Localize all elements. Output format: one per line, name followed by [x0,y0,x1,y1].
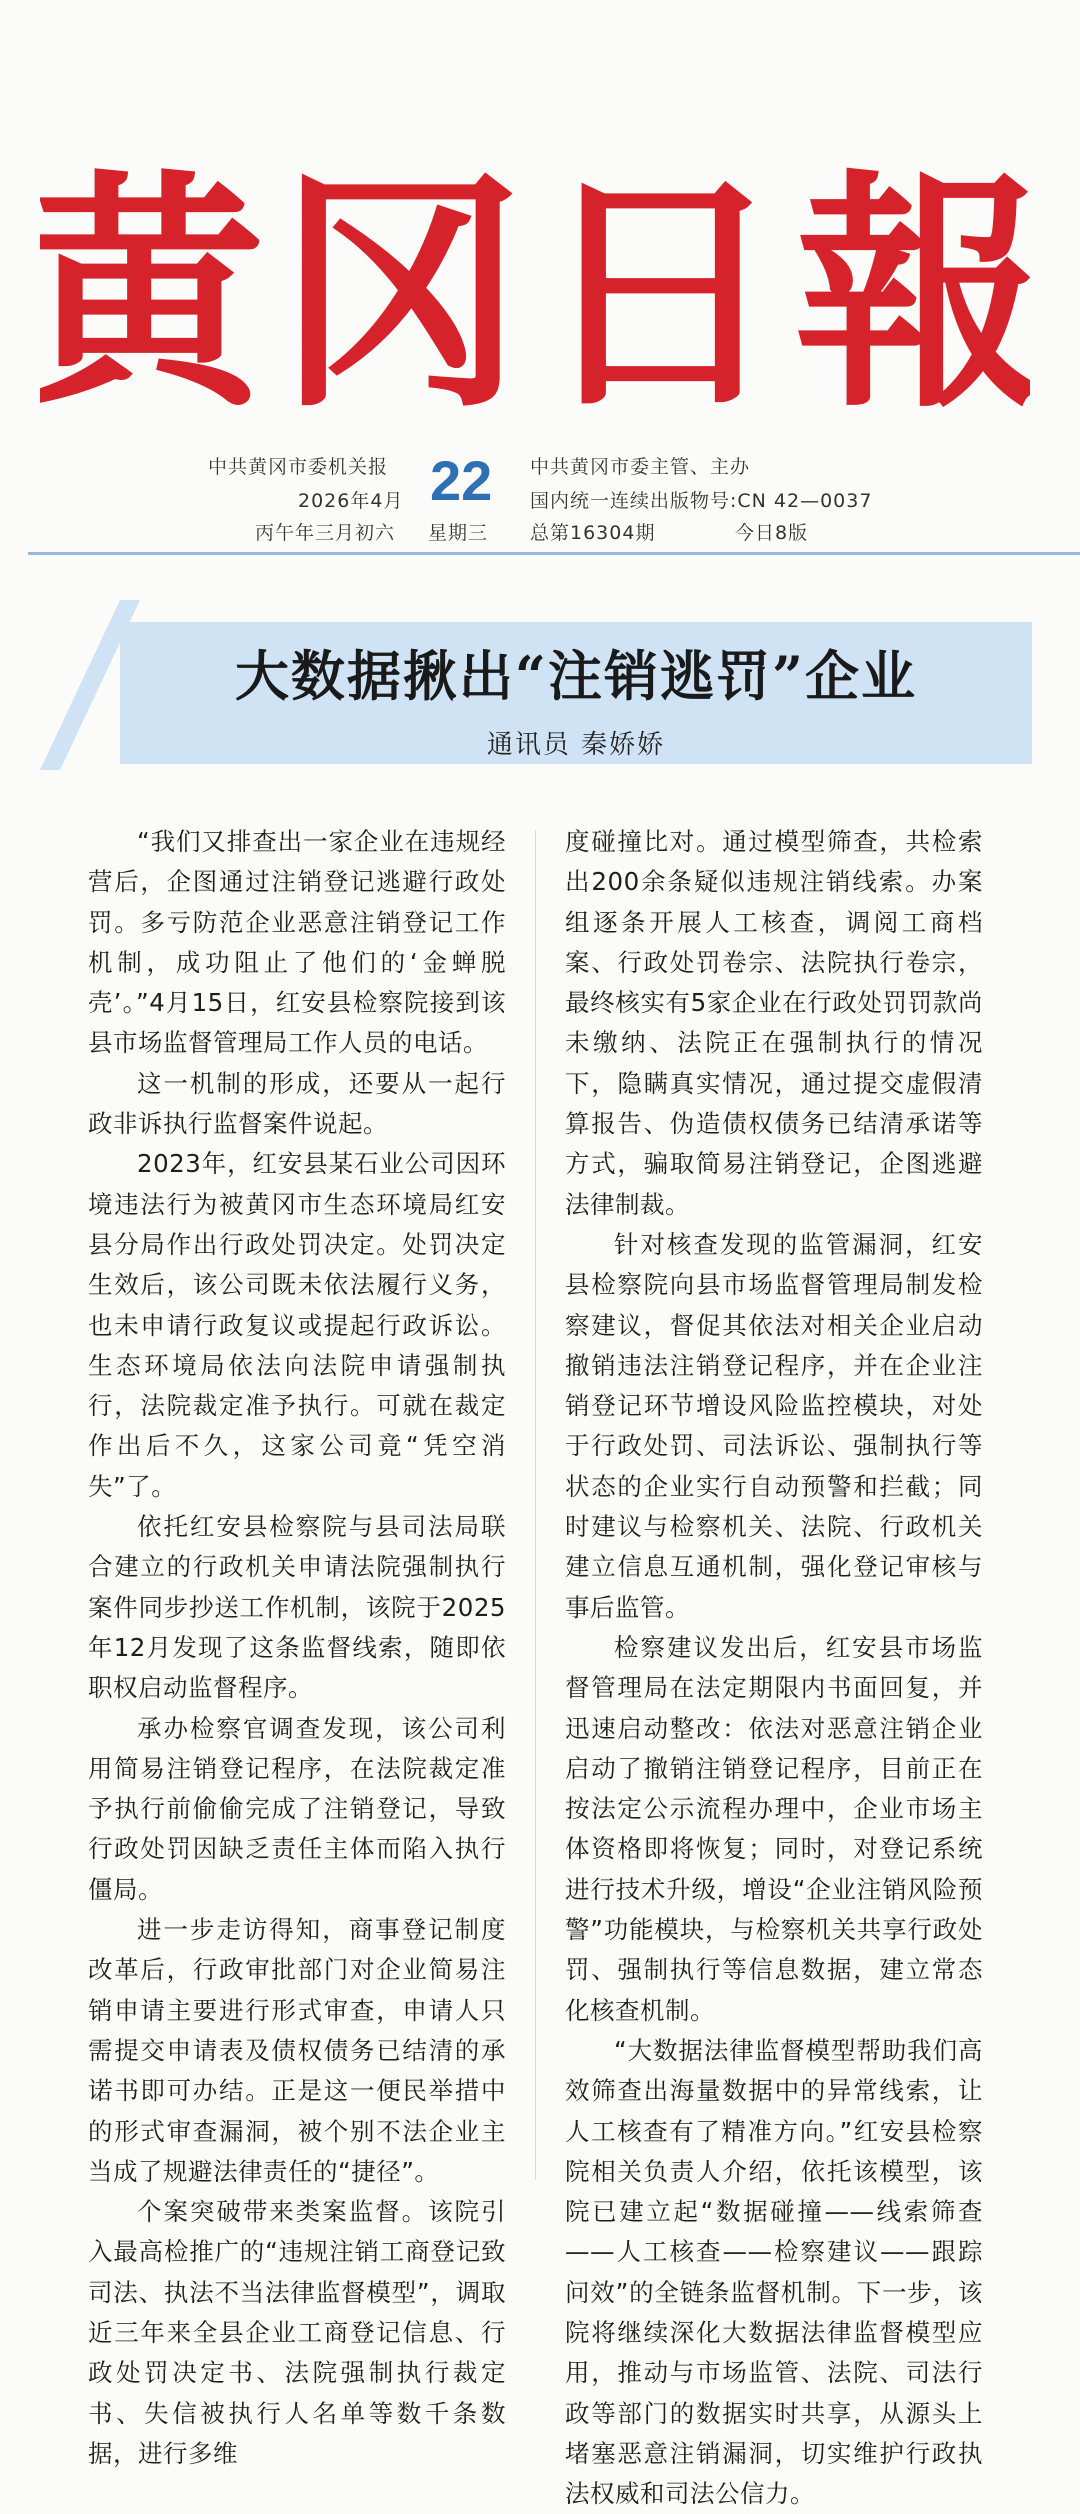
paragraph: 依托红安县检察院与县司法局联合建立的行政机关申请法院强制执行案件同步抄送工作机制，该院于2025年12月发现了这条监督线索，随即依职权启动监督程序。 [88,1512,506,1703]
paragraph: 针对核查发现的监管漏洞，红安县检察院向县市场监督管理局制发检察建议，督促其依法对相关企业启动撤销违法注销登记程序，并在企业注销登记环节增设风险监控模块，对处于行政处罚、司法诉讼、强制执行等状态的企业实行自动预警和拦截；同时建议与检察机关、法院、行政机关建立信息互通机制，强化登记审核与事后监管。 [565,1229,983,1622]
paragraph: 承办检察官调查发现，该公司利用简易注销登记程序，在法院裁定准予执行前偷偷完成了注销登记，导致行政处罚因缺乏责任主体而陷入执行僵局。 [88,1713,506,1904]
masthead-sponsor: 中共黄冈市委主管、主办 [530,456,751,478]
paragraph: 这一机制的形成，还要从一起行政非诉执行监督案件说起。 [88,1068,506,1139]
paragraph: 检察建议发出后，红安县市场监督管理局在法定期限内书面回复，并迅速启动整改：依法对恶意注销企业启动了撤销注销登记程序，目前正在按法定公示流程办理中，企业市场主体资格即将恢复；同时，对登记系统进行技术升级，增设“企业注销风险预警”功能模块，与检察机关共享行政处罚、强制执行等信息数据，建立常态化核查机制。 [565,1632,983,2025]
masthead-page-count: 今日8版 [735,522,809,544]
masthead-weekday: 星期三 [428,522,489,544]
paragraph: “我们又排查出一家企业在违规经营后，企图通过注销登记逃避行政处罚。多亏防范企业恶意注销登记工作机制，成功阻止了他们的‘金蝉脱壳’。”4月15日，红安县检察院接到该县市场监督管理局工作人员的电话。 [88,827,506,1058]
article-headline: 大数据揪出“注销逃罚”企业 [234,643,918,708]
masthead [0,0,1080,560]
article-column-right [565,822,983,2514]
paragraph: 个案突破带来类案监督。该院引入最高检推广的“违规注销工商登记致司法、执法不当法律监督模型”，调取近三年来全县企业工商登记信息、行政处罚决定书、法院强制执行裁定书、失信被执行人名单等数千条数据，进行多维 [88,2197,506,2468]
article-byline: 通讯员 秦娇娇 [486,730,666,760]
paragraph: 度碰撞比对。通过模型筛查，共检索出200余条疑似违规注销线索。办案组逐条开展人工核查，调阅工商档案、行政处罚卷宗、法院执行卷宗，最终核实有5家企业在行政处罚罚款尚未缴纳、法院正在强制执行的情况下，隐瞒真实情况，通过提交虚假清算报告、伪造债权债务已结清承诺等方式，骗取简易注销登记，企图逃避法律制裁。 [565,827,983,1219]
paragraph: 2023年，红安县某石业公司因环境违法行为被黄冈市生态环境局红安县分局作出行政处罚决定。处罚决定生效后，该公司既未依法履行义务，也未申请行政复议或提起行政诉讼。生态环境局依法向法院申请强制执行，法院裁定准予执行。可就在裁定作出后不久，这家公司竟“凭空消失”了。 [88,1149,506,1501]
masthead-lunar-date: 丙午年三月初六 [255,522,396,544]
masthead-divider [28,552,1080,555]
masthead-date: 2026年4月 [298,490,404,512]
masthead-title-text: 黄冈日報 [40,147,1030,440]
masthead-issue-total: 总第16304期 [530,522,656,544]
column-divider [535,830,536,2180]
paragraph: “大数据法律监督模型帮助我们高效筛查出海量数据中的异常线索，让人工核查有了精准方向。”红安县检察院相关负责人介绍，依托该模型，该院已建立起“数据碰撞——线索筛查——人工核查——检察建议——跟踪问效”的全链条监督机制。下一步，该院将继续深化大数据法律监督模型应用，推动与市场监管、法院、司法行政等部门的数据实时共享，从源头上堵塞恶意注销漏洞，切实维护行政执法权威和司法公信力。 [565,2035,983,2509]
article-column-left [88,822,506,2474]
masthead-day: 22 [430,449,493,512]
masthead-serial-number: 国内统一连续出版物号:CN 42—0037 [530,490,873,512]
title-calligraphy-icon [40,110,1030,440]
masthead-org: 中共黄冈市委机关报 [208,456,389,478]
newspaper-title-logo [40,110,1030,440]
paragraph: 进一步走访得知，商事登记制度改革后，行政审批部门对企业简易注销申请主要进行形式审查，申请人只需提交申请表及债权债务已结清的承诺书即可办结。正是这一便民举措中的形式审查漏洞，被个别不法企业主当成了规避法律责任的“捷径”。 [88,1915,506,2186]
